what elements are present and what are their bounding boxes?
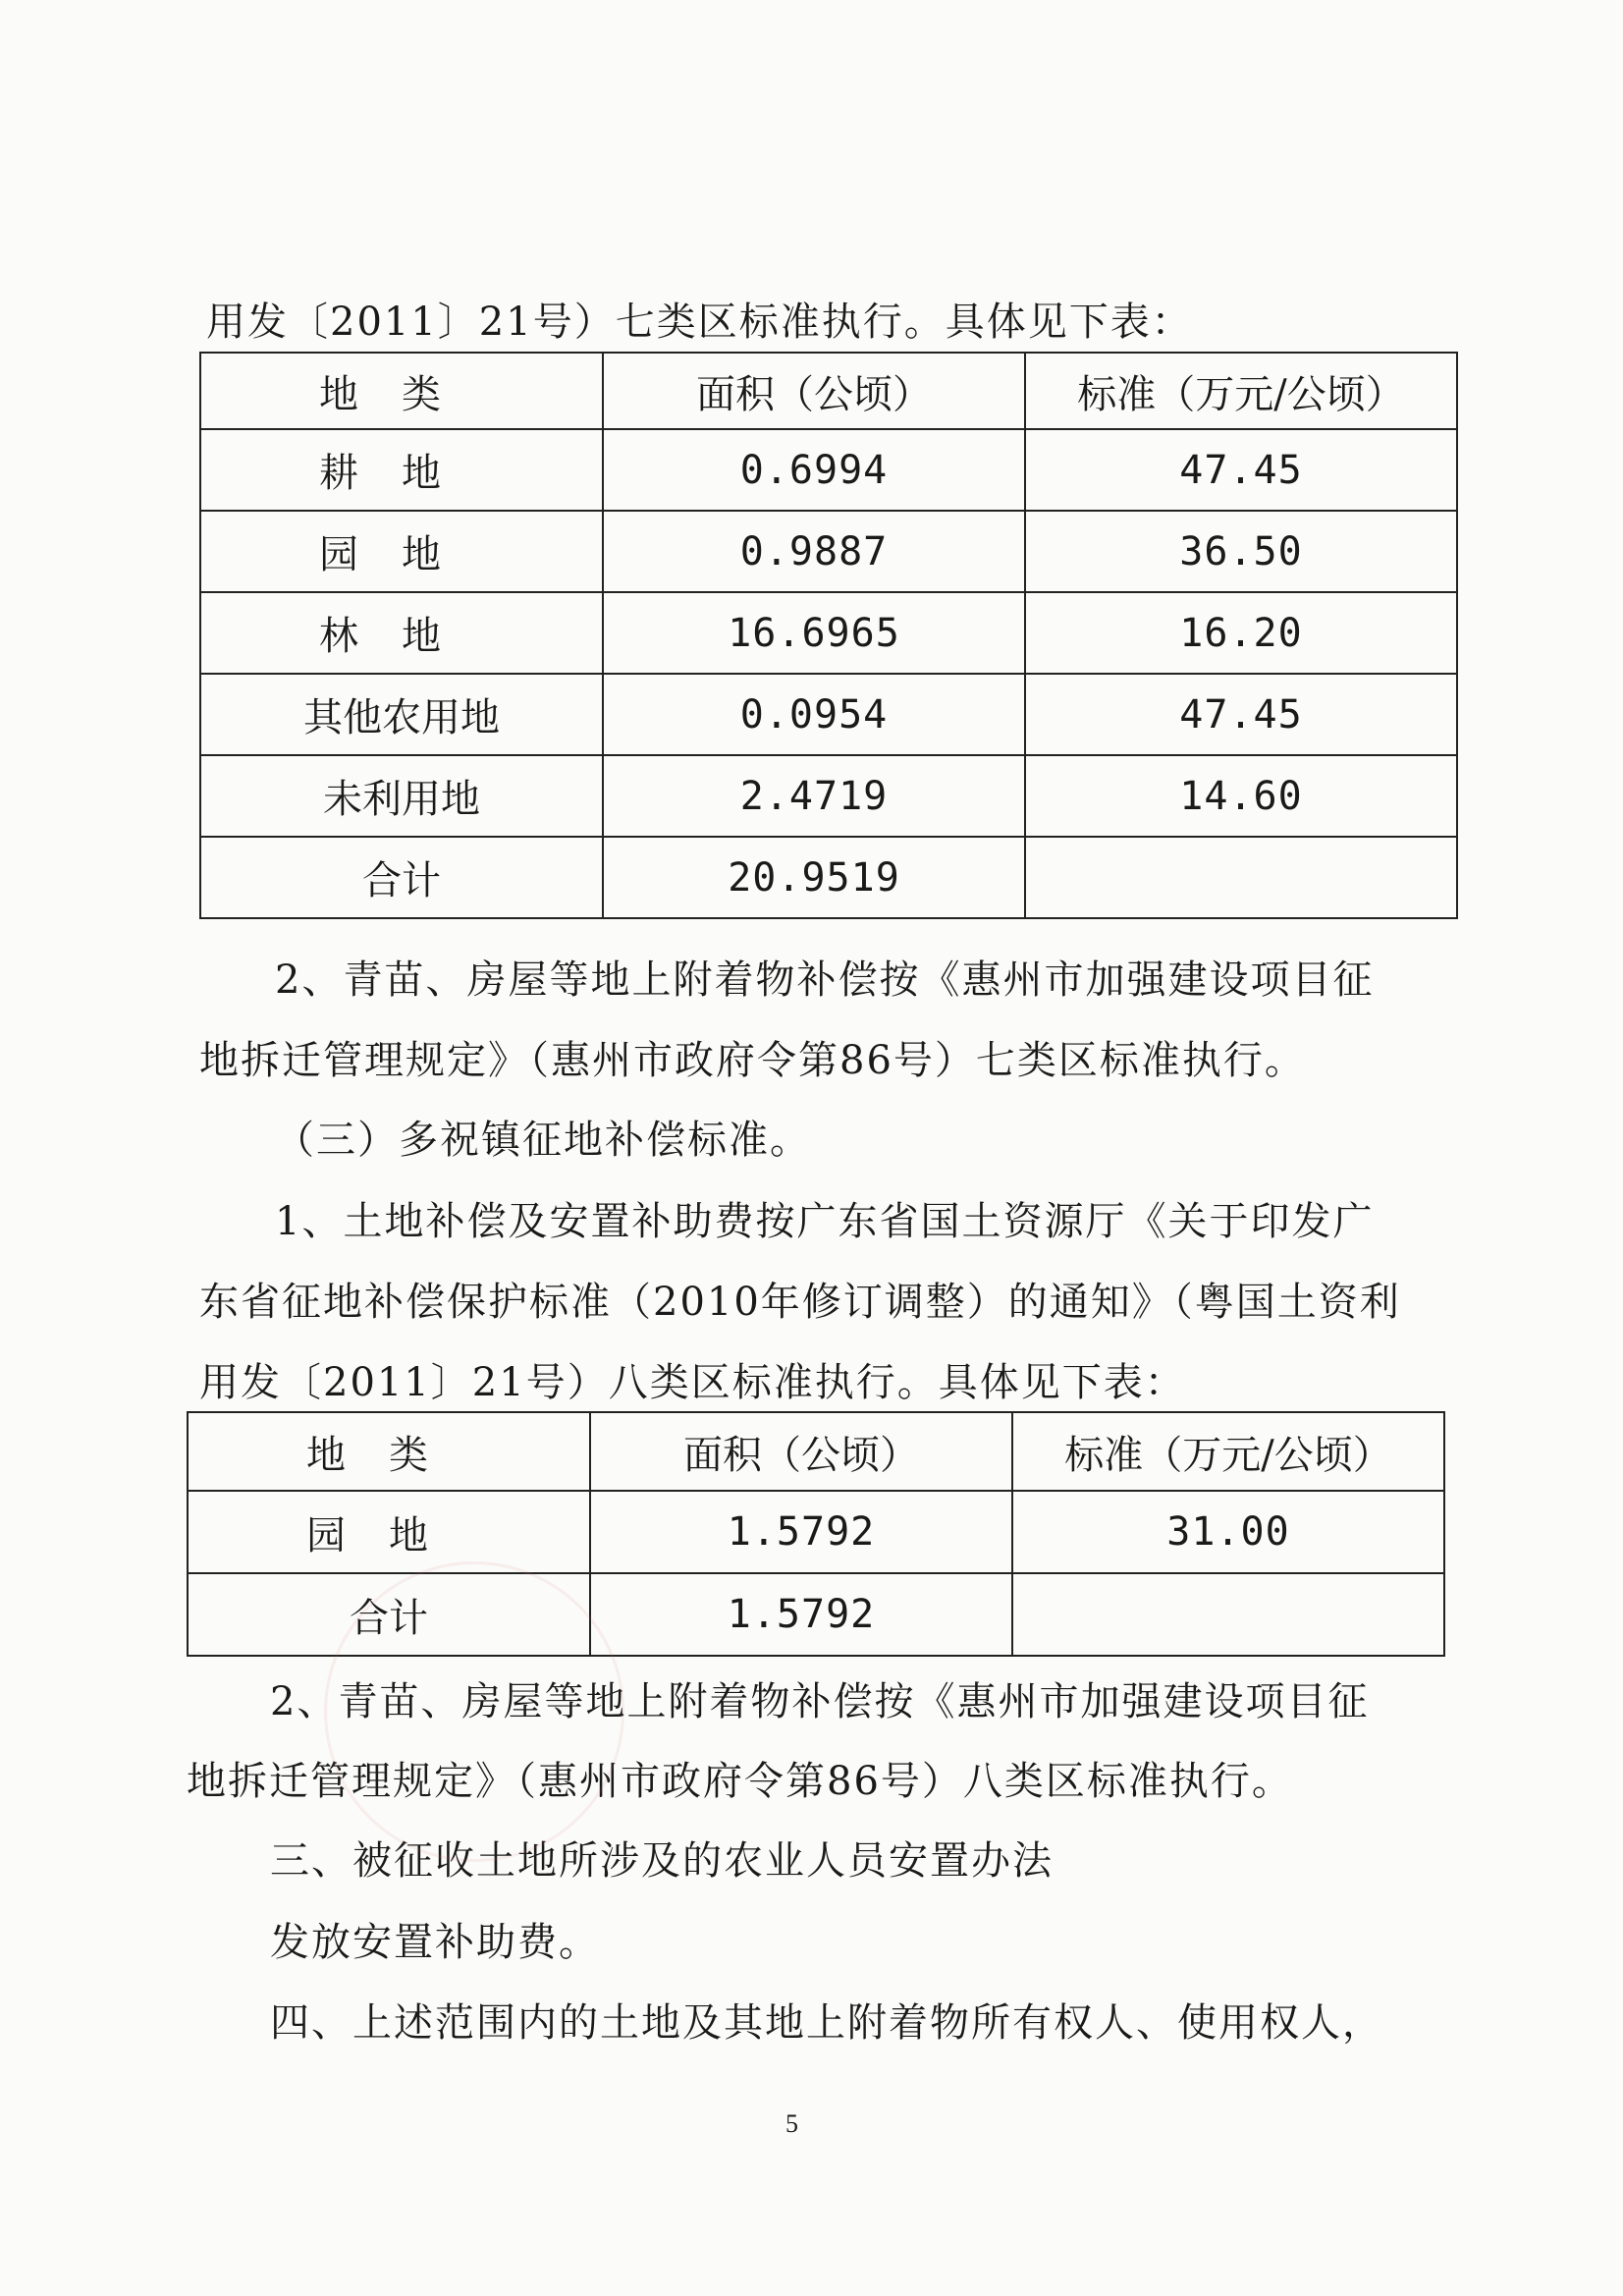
table-row [200, 429, 1457, 511]
cell-total-area: 1.5792 [590, 1573, 1012, 1656]
cell-total-standard [1025, 837, 1457, 918]
table-total-row [200, 837, 1457, 918]
cell-area: 0.9887 [603, 511, 1025, 592]
cell-total-standard [1012, 1573, 1444, 1656]
cell-land-type: 园地 [200, 511, 603, 592]
cell-land-type: 林地 [200, 592, 603, 674]
cell-land-type: 其他农用地 [200, 674, 603, 755]
table-row [200, 674, 1457, 755]
section-heading: 四、上述范围内的土地及其地上附着物所有权人、使用权人， [270, 2000, 1383, 2046]
text-line: 1、土地补偿及安置补助费按广东省国土资源厅《关于印发广 [275, 1199, 1375, 1244]
text-line: 地拆迁管理规定》（惠州市政府令第86号）七类区标准执行。 [199, 1038, 1306, 1083]
cell-standard: 31.00 [1012, 1491, 1444, 1573]
cell-land-type: 未利用地 [200, 755, 603, 837]
table-header-row [188, 1412, 1444, 1491]
table-eighth-zone [187, 1411, 1445, 1657]
cell-land-type: 耕地 [200, 429, 603, 511]
cell-standard: 14.60 [1025, 755, 1457, 837]
text-line: 2、青苗、房屋等地上附着物补偿按《惠州市加强建设项目征 [275, 957, 1375, 1003]
cell-area: 2.4719 [603, 755, 1025, 837]
text-line: 东省征地补偿保护标准（2010年修订调整）的通知》（粤国土资利 [199, 1280, 1401, 1325]
header-land-type: 地类 [200, 353, 603, 429]
header-standard: 标准（万元/公顷） [1012, 1412, 1444, 1491]
table-row [200, 755, 1457, 837]
text-line: 2、青苗、房屋等地上附着物补偿按《惠州市加强建设项目征 [270, 1679, 1370, 1724]
header-area: 面积（公顷） [590, 1412, 1012, 1491]
header-area: 面积（公顷） [603, 353, 1025, 429]
table-row [200, 592, 1457, 674]
text-line: 发放安置补助费。 [270, 1920, 600, 1965]
text-line: 用发〔2011〕21号）八类区标准执行。具体见下表： [199, 1360, 1186, 1405]
cell-total-area: 20.9519 [603, 837, 1025, 918]
cell-area: 0.0954 [603, 674, 1025, 755]
header-standard: 标准（万元/公顷） [1025, 353, 1457, 429]
cell-area: 0.6994 [603, 429, 1025, 511]
cell-land-type: 园地 [188, 1491, 590, 1573]
header-land-type: 地类 [188, 1412, 590, 1491]
text-line: 地拆迁管理规定》（惠州市政府令第86号）八类区标准执行。 [187, 1759, 1293, 1804]
section-heading: （三）多祝镇征地补偿标准。 [275, 1118, 811, 1163]
table-row [200, 511, 1457, 592]
table-header-row [200, 353, 1457, 429]
cell-total-label: 合计 [200, 837, 603, 918]
cell-standard: 47.45 [1025, 429, 1457, 511]
table-seventh-zone [199, 352, 1458, 919]
cell-standard: 47.45 [1025, 674, 1457, 755]
cell-standard: 16.20 [1025, 592, 1457, 674]
cell-total-label: 合计 [188, 1573, 590, 1656]
section-heading: 三、被征收土地所涉及的农业人员安置办法 [270, 1838, 1054, 1884]
text-line: 用发〔2011〕21号）七类区标准执行。具体见下表： [206, 300, 1193, 345]
table-total-row [188, 1573, 1444, 1656]
cell-standard: 36.50 [1025, 511, 1457, 592]
page-number: 5 [785, 2109, 798, 2138]
cell-area: 1.5792 [590, 1491, 1012, 1573]
table-row [188, 1491, 1444, 1573]
cell-area: 16.6965 [603, 592, 1025, 674]
